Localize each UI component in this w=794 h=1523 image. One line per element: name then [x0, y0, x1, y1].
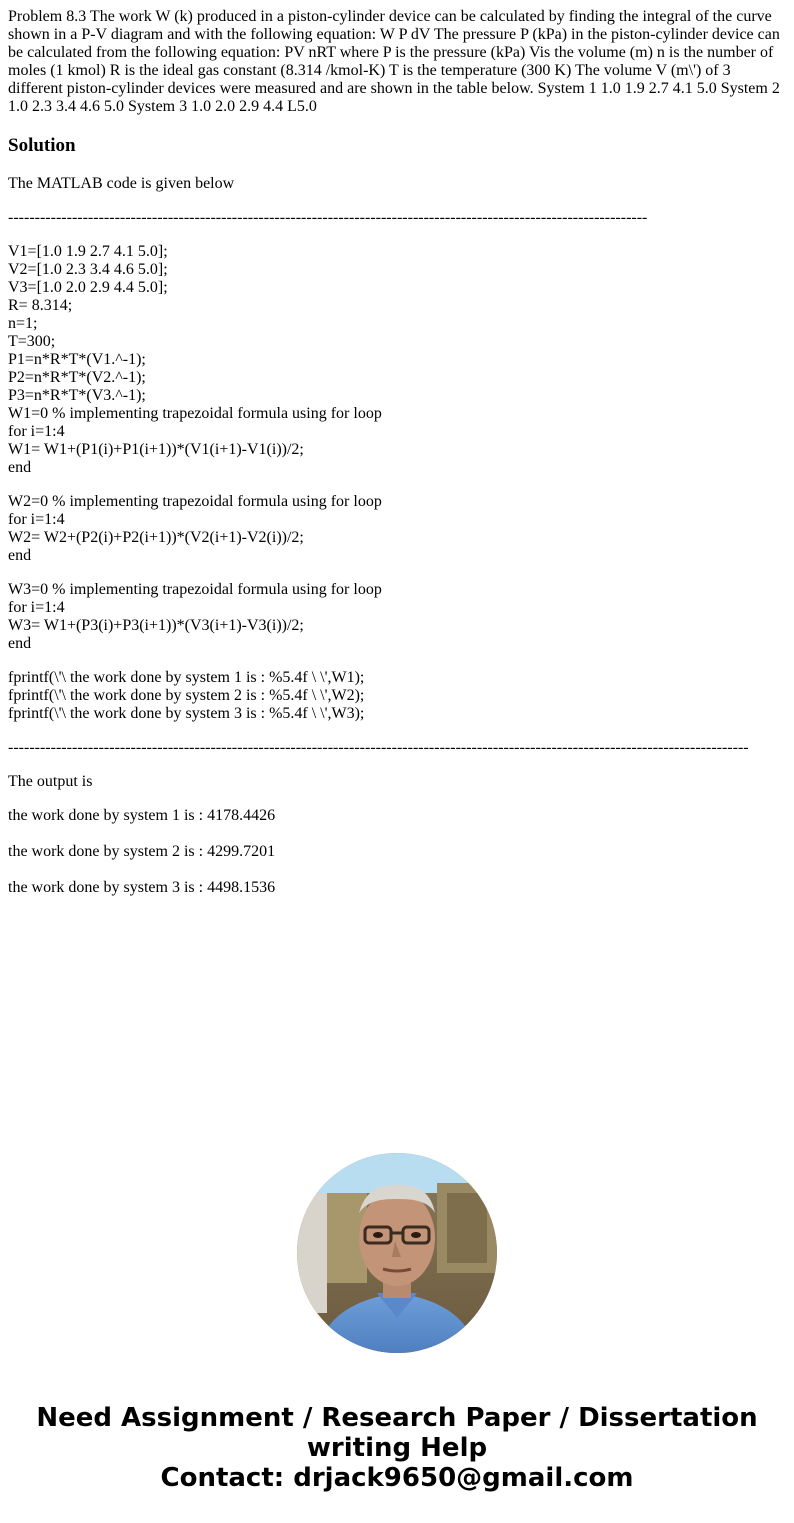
output-line: the work done by system 3 is : 4498.1536	[8, 879, 276, 896]
divider-top: ------------------------------------------------------------------------------------------------------------------------	[8, 209, 648, 226]
problem-statement: Problem 8.3 The work W (k) produced in a piston-cylinder device can be calculated by finding the integral of the curve shown in a P-V diagram and with the following equation: W P dV The pressure P (kPa) in the piston-cylinder device can be calculated from the following equation: PV nRT where P is the pressure (kPa) Vis the volume (m) n is the number of moles (1 kmol) R is the ideal gas constant (8.314 /kmol-K) T is the temperature (300 K) The volume V (m\') of 3 different piston-cylinder devices were measured and are shown in the table below. System 1 1.0 1.9 2.7 4.1 5.0 System 2 1.0 2.3 3.4 4.6 5.0 System 3 1.0 2.0 2.9 4.4 L5.0	[8, 8, 780, 115]
code-loop-2: W2=0 % implementing trapezoidal formula using for loop for i=1:4 W2= W2+(P2(i)+P2(i+1))*(V2(i+1)-V2(i))/2; end	[8, 493, 382, 564]
divider-bottom: -------------------------------------------------------------------------------------------------------------------------------------------	[8, 739, 749, 756]
intro-text: The MATLAB code is given below	[8, 175, 235, 192]
solution-heading: Solution	[8, 135, 76, 156]
footer-contact: Contact: drjack9650@gmail.com	[160, 1463, 634, 1493]
promo-footer	[0, 1403, 794, 1493]
output-line: the work done by system 1 is : 4178.4426	[8, 807, 276, 824]
output-line: the work done by system 2 is : 4299.7201	[8, 843, 276, 860]
avatar-portrait-icon	[297, 1153, 497, 1353]
footer-line-2: writing Help	[306, 1433, 488, 1463]
document-content	[8, 8, 786, 915]
footer-line-1: Need Assignment / Research Paper / Dissertation	[36, 1403, 758, 1433]
output-intro: The output is	[8, 773, 93, 790]
code-loop-3: W3=0 % implementing trapezoidal formula using for loop for i=1:4 W3= W1+(P3(i)+P3(i+1))*(V3(i+1)-V3(i))/2; end	[8, 581, 382, 652]
author-avatar	[297, 1153, 497, 1353]
code-print: fprintf(\'\ the work done by system 1 is : %5.4f \ \',W1); fprintf(\'\ the work done by system 2 is : %5.4f \ \',W2); fprintf(\'\ the work done by system 3 is : %5.4f \ \',W3);	[8, 669, 365, 722]
code-setup: V1=[1.0 1.9 2.7 4.1 5.0]; V2=[1.0 2.3 3.4 4.6 5.0]; V3=[1.0 2.0 2.9 4.4 5.0]; R= 8.314; n=1; T=300; P1=n*R*T*(V1.^-1); P2=n*R*T*(V2.^-1); P3=n*R*T*(V3.^-1); W1=0 % implementing trapezoidal formula using for loop for i=1:4 W1= W1+(P1(i)+P1(i+1))*(V1(i+1)-V1(i))/2; end	[8, 243, 382, 476]
